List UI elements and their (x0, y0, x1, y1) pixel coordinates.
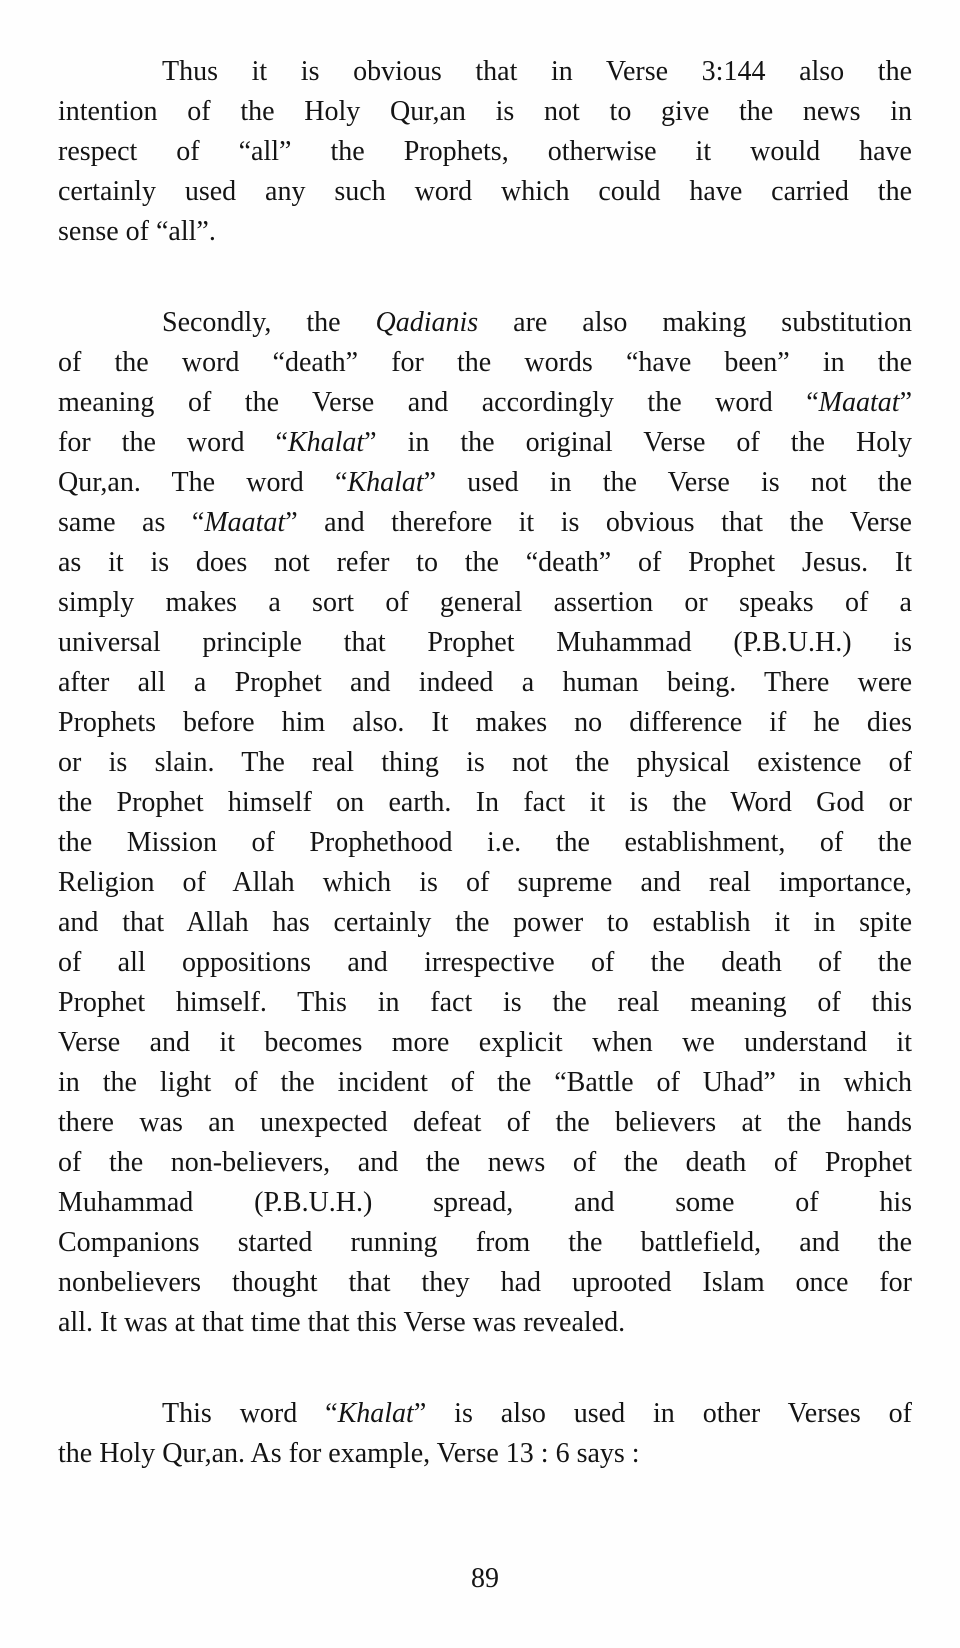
text-line: for the word “Khalat” in the original Verse of the Holy (58, 427, 912, 458)
text-line: meaning of the Verse and accordingly the word “Maatat” (58, 387, 912, 418)
text-line: Prophet himself. This in fact is the real meaning of this (58, 987, 912, 1018)
text-line: of all oppositions and irrespective of the death of the (58, 947, 912, 978)
text-line: and that Allah has certainly the power to establish it in spite (58, 907, 912, 938)
text-line: after all a Prophet and indeed a human being. There were (58, 667, 912, 698)
text-line: nonbelievers thought that they had uprooted Islam once for (58, 1267, 912, 1298)
text-line: certainly used any such word which could have carried the (58, 176, 912, 207)
text-line: Qur,an. The word “Khalat” used in the Verse is not the (58, 467, 912, 498)
paragraph (58, 52, 912, 252)
page-text (58, 52, 912, 1474)
text-line: in the light of the incident of the “Battle of Uhad” in which (58, 1067, 912, 1098)
text-line: the Holy Qur,an. As for example, Verse 13 : 6 says : (58, 1438, 640, 1469)
text-line: same as “Maatat” and therefore it is obvious that the Verse (58, 507, 912, 538)
text-line: the Prophet himself on earth. In fact it is the Word God or (58, 787, 912, 818)
text-line: Religion of Allah which is of supreme and real importance, (58, 867, 912, 898)
text-line: of the word “death” for the words “have been” in the (58, 347, 912, 378)
text-line: Prophets before him also. It makes no difference if he dies (58, 707, 912, 738)
text-line: as it is does not refer to the “death” of Prophet Jesus. It (58, 547, 912, 578)
text-line: This word “Khalat” is also used in other Verses of (162, 1398, 912, 1429)
text-line: intention of the Holy Qur,an is not to give the news in (58, 96, 912, 127)
text-line: Secondly, the Qadianis are also making substitution (162, 307, 912, 338)
paragraph (58, 303, 912, 1343)
text-line: Companions started running from the battlefield, and the (58, 1227, 912, 1258)
text-line: Thus it is obvious that in Verse 3:144 also the (162, 56, 912, 87)
text-line: simply makes a sort of general assertion or speaks of a (58, 587, 912, 618)
text-line: sense of “all”. (58, 216, 216, 247)
text-line: Verse and it becomes more explicit when we understand it (58, 1027, 912, 1058)
text-line: there was an unexpected defeat of the believers at the hands (58, 1107, 912, 1138)
text-line: universal principle that Prophet Muhammad (P.B.U.H.) is (58, 627, 912, 658)
text-line: Muhammad (P.B.U.H.) spread, and some of his (58, 1187, 912, 1218)
text-line: of the non-believers, and the news of the death of Prophet (58, 1147, 912, 1178)
text-line: all. It was at that time that this Verse was revealed. (58, 1307, 626, 1338)
paragraph (58, 1394, 912, 1474)
text-line: the Mission of Prophethood i.e. the establishment, of the (58, 827, 912, 858)
text-line: or is slain. The real thing is not the physical existence of (58, 747, 912, 778)
text-line: respect of “all” the Prophets, otherwise it would have (58, 136, 912, 167)
page-number: 89 (471, 1563, 499, 1594)
